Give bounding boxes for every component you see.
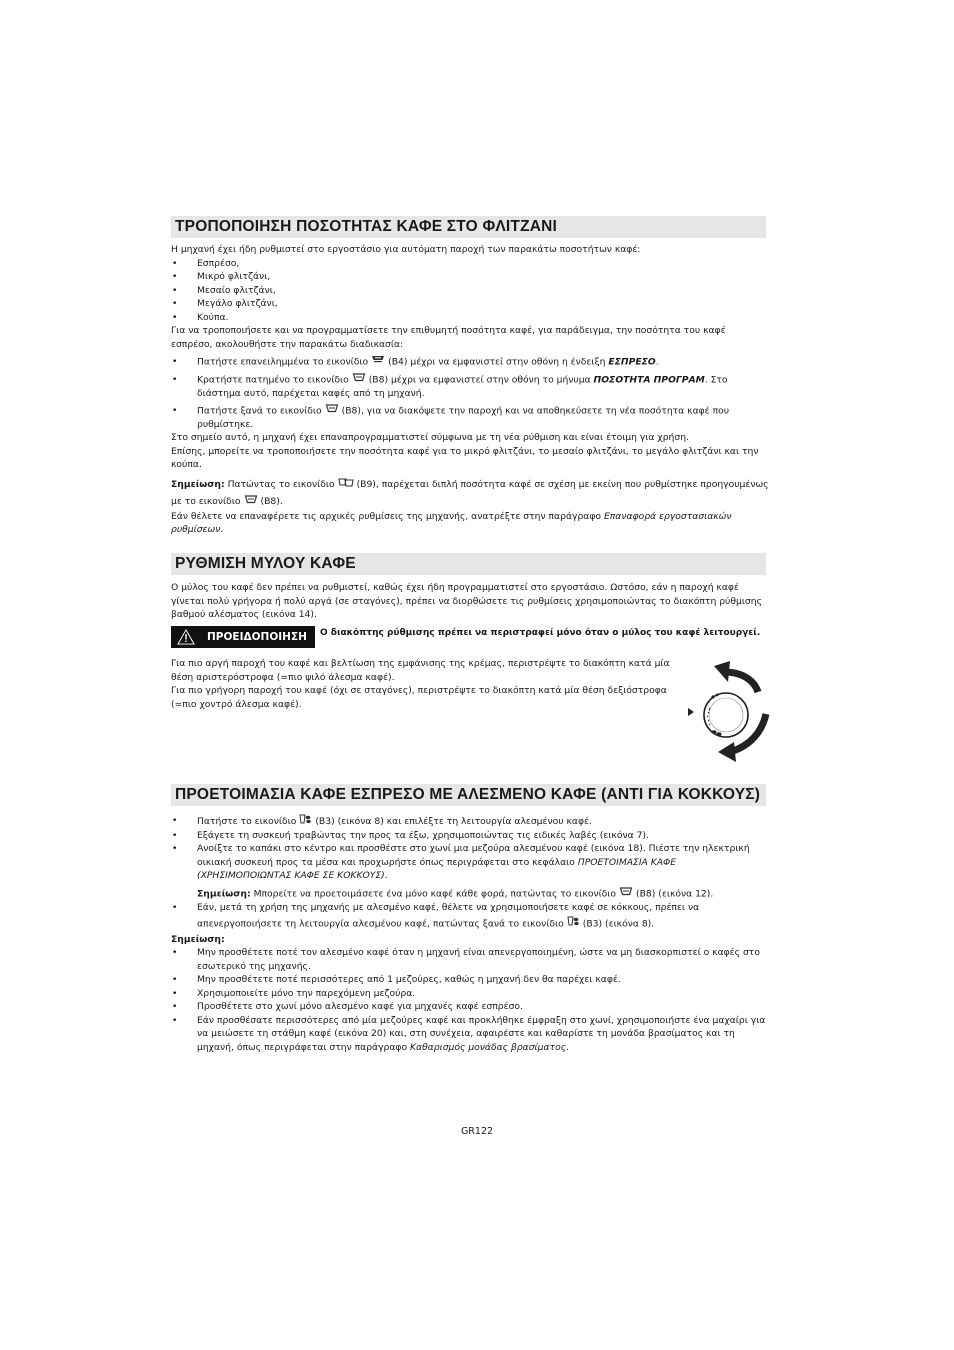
paragraph: Για πιο αργή παροχή του καφέ και βελτίωση της εμφάνισης της κρέμας, περιστρέψτε το διακόπτη κατά μία θέση αριστερόστροφα (=πιο ψιλό άλεσμα καφέ). xyxy=(171,658,670,683)
cup-icon xyxy=(352,373,366,387)
espresso-cup-icon xyxy=(371,355,385,369)
cup-icon xyxy=(619,887,633,901)
paragraph: Επίσης, μπορείτε να τροποποιήσετε την ποσότητα καφέ για το μικρό φλιτζάνι, το μεσαίο φλιτζάνι, το μεγάλο φλιτζάνι και την κούπα. xyxy=(171,445,759,471)
warning-text: Ο διακόπτης ρύθμισης πρέπει να περιστραφεί μόνο όταν ο μύλος του καφέ λειτουργεί. xyxy=(320,628,761,638)
step-item: • Πατήστε επανειλημμένα το εικονίδιο (B4) μέχρι να εμφανιστεί στην οθόνη η ένδειξη ΕΣΠΡΕΣΟ. xyxy=(172,356,659,368)
list-item: • Μην προσθέτετε ποτέ περισσότερες από 1 μεζούρες, καθώς η μηχανή δεν θα παρέχει καφέ. xyxy=(172,974,621,986)
ground-coffee-icon xyxy=(299,814,312,829)
section-title-grinder: ΡΥΘΜΙΣΗ ΜΥΛΟΥ ΚΑΦΕ xyxy=(171,553,766,575)
warning-triangle-icon xyxy=(177,629,195,653)
step-item: • Εξάγετε τη συσκευή τραβώντας την προς τα έξω, χρησιμοποιώντας τις ειδικές λαβές (εικόνα 7). xyxy=(172,829,649,841)
section-title-cup-quantity: ΤΡΟΠΟΠΟΙΗΣΗ ΠΟΣΟΤΗΤΑΣ ΚΑΦΕ ΣΤΟ ΦΛΙΤΖΑΝΙ xyxy=(171,216,766,238)
list-item: • Μεσαίο φλιτζάνι, xyxy=(172,284,276,296)
section-body-ground-coffee xyxy=(171,814,769,1054)
paragraph: Ο μύλος του καφέ δεν πρέπει να ρυθμιστεί, καθώς έχει ήδη προγραμματιστεί στο εργοστάσιο. Ωστόσο, εάν η παροχή καφέ γίνεται πολύ γρήγορα ή πολύ αργά (σε σταγόνες), πρέπει να διορθώσετε τις ρυθμίσεις χρησιμοποιώντας το διακόπτη ρύθμισης βαθμού αλέσματος (εικόνα 14). xyxy=(171,582,762,620)
note-label: Σημείωση: xyxy=(171,933,225,945)
list-item: • Εσπρέσο, xyxy=(172,257,240,269)
paragraph: Για πιο γρήγορη παροχή του καφέ (όχι σε σταγόνες), περιστρέψτε το διακόπτη κατά μία θέση δεξιόστροφα (=πιο χοντρό άλεσμα καφέ). xyxy=(171,685,667,710)
page-number: GR122 xyxy=(460,1126,494,1137)
list-item: • Κούπα. xyxy=(172,311,229,323)
grinder-instructions xyxy=(171,657,675,711)
list-item: • Χρησιμοποιείτε μόνο την παρεχόμενη μεζούρα. xyxy=(172,987,416,999)
list-item: • Μεγάλο φλιτζάνι, xyxy=(172,298,278,309)
intro-text: Η μηχανή έχει ήδη ρυθμιστεί στο εργοστάσιο για αυτόματη παροχή των παρακάτω ποσοτήτων καφέ: xyxy=(171,244,641,255)
list-item: • Μην προσθέτετε ποτέ τον αλεσμένο καφέ όταν η μηχανή είναι απενεργοποιημένη, ώστε να μη διασκορπιστεί ο καφές στο εσωτερικό της μηχανής. xyxy=(172,947,760,972)
step-item: • Πατήστε ξανά το εικονίδιο (B8), για να διακόψετε την παροχή και να αποθηκεύσετε τη νέα ποσότητα καφέ που ρυθμίστηκε. xyxy=(172,405,730,430)
grinder-dial-icon xyxy=(684,660,770,768)
paragraph: Στο σημείο αυτό, η μηχανή έχει επαναπρογραμματιστεί σύμφωνα με τη νέα ρύθμιση και είναι έτοιμη για χρήση. xyxy=(171,432,689,444)
section-title-ground-coffee: ΠΡΟΕΤΟΙΜΑΣΙΑ ΚΑΦΕ ΕΣΠΡΕΣΟ ΜΕ ΑΛΕΣΜΕΝΟ ΚΑΦΕ (ΑΝΤΙ ΓΙΑ ΚΟΚΚΟΥΣ) xyxy=(171,784,766,806)
step-item: • Ανοίξτε το καπάκι στο κέντρο και προσθέστε στο χωνί μια μεζούρα αλεσμένου καφέ (εικόνα 18). Πιέστε την ηλεκτρική οικιακή συσκευή προς τα μέσα και προχωρήστε όπως περιγράφεται στο κεφάλαιο ΠΡΟΕΤΟΙΜΑΣΙΑ ΚΑΦΕ (ΧΡΗΣΙΜΟΠΟΙΩΝΤΑΣ ΚΑΦΕ ΣΕ ΚΟΚΚΟΥΣ). xyxy=(172,843,750,881)
list-item: • Προσθέτετε στο χωνί μόνο αλεσμένο καφέ για μηχανές καφέ εσπρέσο. xyxy=(172,1001,523,1013)
paragraph: Εάν θέλετε να επαναφέρετε τις αρχικές ρυθμίσεις της μηχανής, ανατρέξτε στην παράγραφο Επαναφορά εργοστασιακών ρυθμίσεων. xyxy=(171,510,732,536)
step-item: • Πατήστε το εικονίδιο (B3) (εικόνα 8) και επιλέξτε τη λειτουργία αλεσμένου καφέ. xyxy=(172,815,592,827)
paragraph: Για να τροποποιήσετε και να προγραμματίσετε την επιθυμητή ποσότητα καφέ, για παράδειγμα, την ποσότητα του καφέ εσπρέσο, ακολουθήστε την παρακάτω διαδικασία: xyxy=(171,325,726,350)
step-item: • Κρατήστε πατημένο το εικονίδιο (B8) μέχρι να εμφανιστεί στην οθόνη το μήνυμα ΠΟΣΟΤΗΤΑ ΠΡΟΓΡΑΜ. Στο διάστημα αυτό, παρέχεται καφές από τη μηχανή. xyxy=(172,373,728,399)
ground-coffee-icon xyxy=(567,916,580,932)
note-paragraph: Σημείωση: Πατώντας το εικονίδιο (B9), παρέχεται διπλή ποσότητα καφέ σε σχέση με εκείνη που ρυθμίστηκε προηγουμένως με το εικονίδιο (B8). xyxy=(171,476,769,510)
cup-icon xyxy=(244,493,258,510)
section-body-cup-quantity xyxy=(171,243,769,537)
cup-icon xyxy=(325,404,339,418)
note-paragraph: Σημείωση: Μπορείτε να προετοιμάσετε ένα μόνο καφέ κάθε φορά, πατώντας το εικονίδιο (B8) (εικόνα 12). xyxy=(197,887,714,899)
warning-badge: ΠΡΟΕΙΔΟΠΟΙΗΣΗ xyxy=(171,626,315,648)
section-body-grinder xyxy=(171,581,769,622)
list-item: • Μικρό φλιτζάνι, xyxy=(172,271,271,282)
list-item: • Εάν προσθέσατε περισσότερες από μία μεζούρες καφέ και προκλήθηκε έμφραξη στο χωνί, χρησιμοποιήστε ένα μαχαίρι για να μειώσετε τη στάθμη καφέ (εικόνα 20) και, στη συνέχεια, αφαιρέστε και καθαρίστε τη μονάδα βρασίματος και τη μηχανή, όπως περιγράφεται στην παράγραφο Καθαρισμός μονάδας βρασίματος. xyxy=(172,1014,766,1053)
step-item: • Εάν, μετά τη χρήση της μηχανής με αλεσμένο καφέ, θέλετε να χρησιμοποιήσετε καφέ σε κόκκους, πρέπει να απενεργοποιήσετε τη λειτουργία αλεσμένου καφέ, πατώντας ξανά το εικονίδιο (B3) (εικόνα 8). xyxy=(171,900,769,933)
double-cup-icon xyxy=(338,476,354,493)
